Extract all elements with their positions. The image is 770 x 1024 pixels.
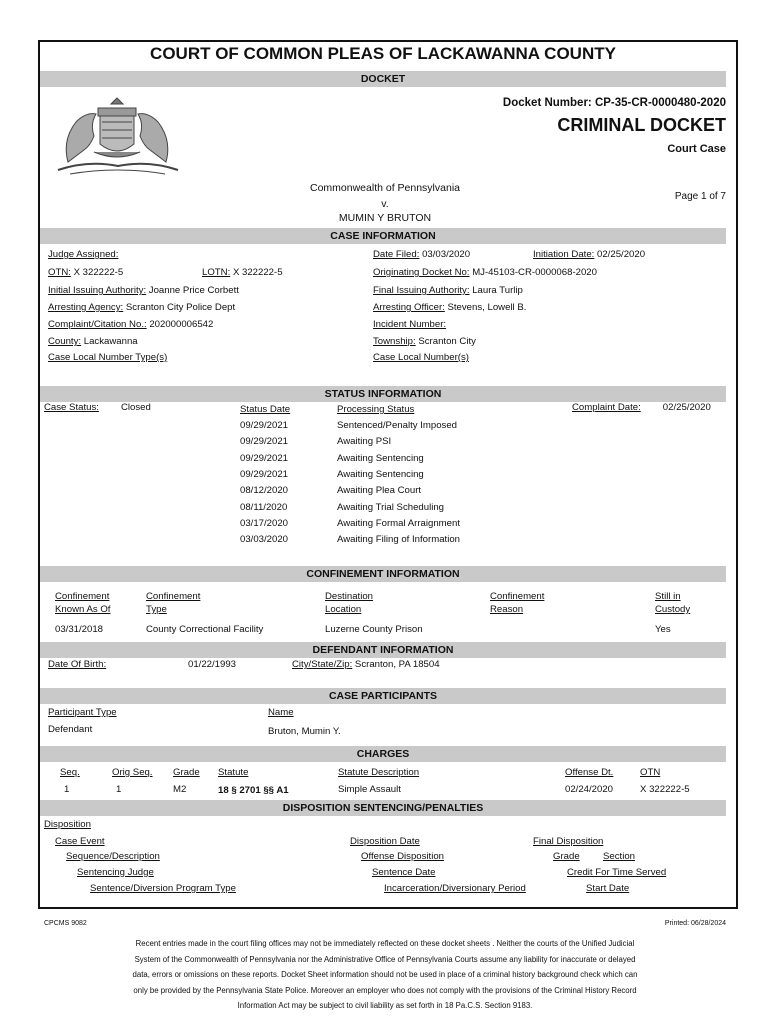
status-date-header: Status Date [240, 404, 291, 415]
sentencing-judge-label: Sentencing Judge [77, 867, 154, 878]
case-event-label: Case Event [55, 836, 105, 847]
disposition-bar: DISPOSITION SENTENCING/PENALTIES [40, 800, 726, 816]
charge-offense-date-header: Offense Dt. [565, 767, 614, 778]
status-row-date: 08/12/2020 [240, 485, 289, 497]
confinement-reason-header: Confinement Reason [490, 591, 545, 615]
charge-grade: M2 [173, 784, 187, 795]
date-filed: Date Filed: 03/03/2020 [373, 249, 471, 260]
charge-offense-date: 02/24/2020 [565, 784, 614, 795]
destination-location: Luzerne County Prison [325, 624, 423, 635]
status-row-processing-status: Sentenced/Penalty Imposed [337, 420, 458, 431]
charge-seq: 1 [64, 784, 70, 795]
originating-docket: Originating Docket No: MJ-45103-CR-0000068-2020 [373, 267, 597, 278]
disposition-label: Disposition [44, 819, 91, 830]
disclaimer-line: Information Act may be subject to civil liability as set forth in 18 Pa.C.S. Section 9183. [237, 1001, 533, 1010]
status-row-date: 09/29/2021 [240, 468, 289, 480]
disclaimer-line: System of the Commonwealth of Pennsylvania nor the Administrative Office of Pennsylvania Courts assume any liability for inaccurate or delayed [134, 954, 636, 964]
caption-line1: Commonwealth of Pennsylvania [310, 182, 460, 194]
complaint-citation-no: Complaint/Citation No.: 202000006542 [48, 319, 214, 330]
status-row-date: 09/29/2021 [240, 436, 289, 448]
judge-label: Judge Assigned: [48, 249, 119, 260]
destination-location-header: Destination Location [325, 591, 373, 615]
docket-number: Docket Number: CP-35-CR-0000480-2020 [502, 97, 726, 109]
lotn: LOTN: X 322222-5 [202, 267, 283, 278]
status-row-date: 09/29/2021 [240, 420, 289, 431]
dob-value: 01/22/1993 [188, 659, 237, 670]
status-row-processing-status: Awaiting Formal Arraignment [337, 517, 460, 529]
disclaimer-line: data, errors or omissions on these reports. Docket Sheet information should not be used in place of a criminal history background check which can [132, 970, 638, 979]
charge-description-header: Statute Description [338, 767, 420, 778]
status-row-processing-status: Awaiting PSI [337, 436, 392, 448]
status-row-date: 03/17/2020 [240, 517, 289, 529]
final-issuing-authority: Final Issuing Authority: Laura Turlip [373, 285, 523, 296]
status-row-date: 03/03/2020 [240, 534, 289, 546]
docket-bar: DOCKET [40, 71, 726, 87]
form-number: CPCMS 9082 [44, 920, 87, 927]
processing-status-header: Processing Status [337, 404, 415, 415]
charge-otn: X 322222-5 [640, 784, 690, 795]
case-information-bar: CASE INFORMATION [40, 228, 726, 244]
case-local-numbers-label: Case Local Number(s) [373, 352, 469, 363]
case-participants-bar: CASE PARTICIPANTS [40, 688, 726, 704]
disclaimer-notice [60, 936, 710, 1014]
start-date-label: Start Date [586, 883, 630, 894]
grade-label: Grade [553, 851, 580, 862]
pennsylvania-coat-of-arms-icon [50, 92, 185, 178]
page-number: Page 1 of 7 [674, 191, 726, 202]
section-label: Section [603, 851, 635, 862]
charge-grade-header: Grade [173, 767, 200, 778]
participant-name: Bruton, Mumin Y. [268, 726, 341, 737]
caption-line2: MUMIN Y BRUTON [338, 212, 432, 224]
offense-disposition-label: Offense Disposition [361, 851, 445, 862]
charge-description: Simple Assault [338, 784, 401, 795]
docket-type: CRIMINAL DOCKET [557, 115, 726, 135]
confinement-type-header: Confinement Type [146, 591, 201, 615]
dob-label: Date Of Birth: [48, 659, 107, 670]
charge-orig-seq: 1 [116, 784, 122, 795]
charge-otn-header: OTN [640, 767, 661, 778]
township: Township: Scranton City [373, 336, 476, 347]
charge-seq-header: Seq. [60, 767, 80, 778]
arresting-officer: Arresting Officer: Stevens, Lowell B. [373, 302, 527, 313]
credit-time-served-label: Credit For Time Served [567, 867, 667, 878]
status-row-processing-status: Awaiting Sentencing [337, 468, 424, 480]
status-row-date: 09/29/2021 [240, 452, 289, 464]
charge-statute: 18 § 2701 §§ A1 [218, 785, 289, 796]
participant-type: Defendant [48, 724, 93, 735]
defendant-information-bar: DEFENDANT INFORMATION [40, 642, 726, 658]
program-type-label: Sentence/Diversion Program Type [90, 883, 236, 894]
case-kind: Court Case [667, 143, 726, 155]
still-in-custody-header: Still in Custody [655, 591, 691, 615]
initiation-date: Initiation Date: 02/25/2020 [533, 249, 646, 260]
case-status: Case Status: Closed [44, 402, 151, 413]
arresting-agency: Arresting Agency: Scranton City Police Dept [48, 302, 236, 313]
caption-v: v. [381, 198, 389, 210]
status-row-processing-status: Awaiting Filing of Information [337, 534, 461, 546]
charge-orig-seq-header: Orig Seq. [112, 767, 153, 778]
status-row-processing-status: Awaiting Sentencing [337, 452, 424, 464]
disclaimer-line: Recent entries made in the court filing offices may not be immediately reflected on these docket sheets . Neither the courts of the Unified Judicial [135, 939, 635, 948]
final-disposition-label: Final Disposition [533, 836, 604, 847]
otn: OTN: X 322222-5 [48, 267, 124, 278]
confinement-known-as-of: 03/31/2018 [55, 624, 104, 635]
incident-number-label: Incident Number: [373, 319, 447, 330]
confinement-information-bar: CONFINEMENT INFORMATION [40, 566, 726, 582]
printed-date: Printed: 06/28/2024 [664, 920, 726, 927]
participant-name-header: Name [268, 707, 294, 718]
sentence-date-label: Sentence Date [372, 867, 436, 878]
disclaimer-line: only be provided by the Pennsylvania State Police. Moreover an employer who does not comply with the provisions of the Criminal History Record [133, 985, 637, 995]
incarceration-period-label: Incarceration/Diversionary Period [384, 883, 526, 894]
charge-statute-header: Statute [218, 767, 249, 778]
charges-bar: CHARGES [40, 746, 726, 762]
case-local-number-type-label: Case Local Number Type(s) [48, 352, 168, 363]
status-row-date: 08/11/2020 [240, 501, 288, 513]
city-state-zip: City/State/Zip: Scranton, PA 18504 [292, 659, 440, 670]
confinement-type: County Correctional Facility [146, 624, 264, 635]
status-row-processing-status: Awaiting Trial Scheduling [337, 501, 445, 513]
county: County: Lackawanna [48, 336, 138, 347]
still-in-custody: Yes [655, 624, 671, 635]
disposition-date-label: Disposition Date [350, 836, 420, 847]
sequence-description-label: Sequence/Description [66, 851, 160, 862]
participant-type-header: Participant Type [48, 707, 117, 718]
initial-issuing-authority: Initial Issuing Authority: Joanne Price Corbett [48, 285, 239, 296]
complaint-date: Complaint Date: 02/25/2020 [572, 402, 711, 413]
status-information-bar: STATUS INFORMATION [40, 386, 726, 402]
court-title: COURT OF COMMON PLEAS OF LACKAWANNA COUNTY [150, 44, 616, 63]
confinement-known-as-of-header: Confinement Known As Of [55, 591, 111, 615]
status-row-processing-status: Awaiting Plea Court [337, 485, 422, 497]
